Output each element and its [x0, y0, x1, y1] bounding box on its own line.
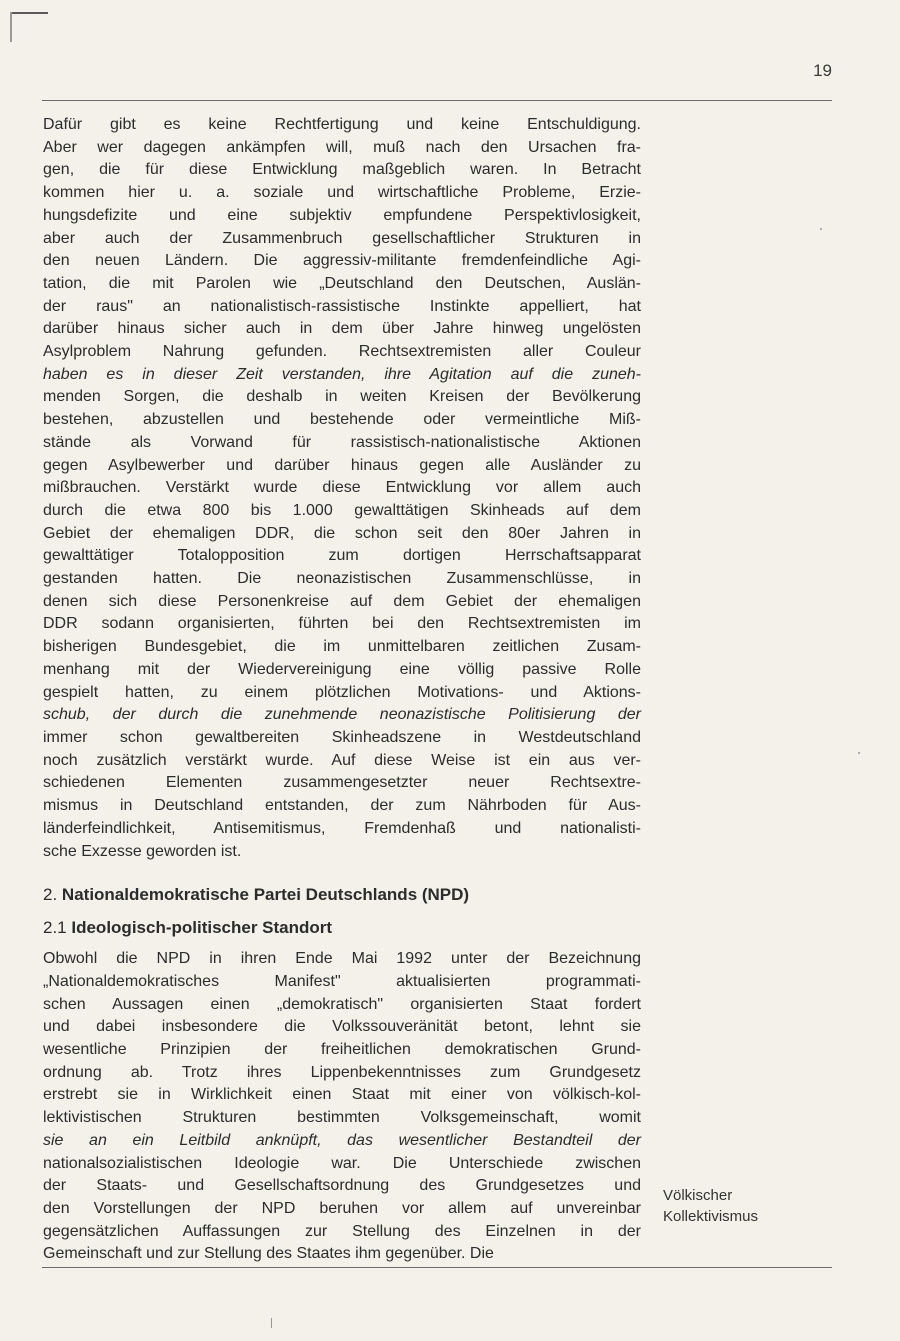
- crop-mark: [10, 12, 48, 14]
- text-line: Obwohl die NPD in ihren Ende Mai 1992 unter der Bezeichnung: [43, 950, 641, 968]
- text-line: Dafür gibt es keine Rechtfertigung und keine Entschuldigung.: [43, 116, 641, 133]
- text-line: und dabei insbesondere die Volkssouveränität betont, lehnt sie: [43, 1018, 641, 1036]
- text-line: bisherigen Bundesgebiet, die im unmittelbaren zeitlichen Zusam-: [43, 638, 641, 656]
- text-line: durch die etwa 800 bis 1.000 gewalttätigen Skinheads auf dem: [43, 501, 641, 519]
- text-line: DDR sodann organisierten, führten bei den Rechtsextremisten im: [43, 615, 641, 633]
- text-line: mißbrauchen. Verstärkt wurde diese Entwicklung vor allem auch: [43, 479, 641, 497]
- section-number: 2.: [43, 885, 58, 905]
- body-paragraph-2: [43, 948, 641, 1266]
- text-line: der raus" an nationalistisch-rassistische Instinkte appelliert, hat: [43, 297, 641, 315]
- text-line: Gemeinschaft und zur Stellung des Staates ihm gegenüber. Die: [43, 1245, 494, 1263]
- text-line: gewalttätiger Totalopposition zum dortigen Herrschaftsapparat: [43, 547, 641, 565]
- text-line: schiedenen Elementen zusammengesetzter neuer Rechtsextre-: [43, 774, 641, 792]
- subsection-heading-2-1: [43, 917, 641, 939]
- text-line: ordnung ab. Trotz ihres Lippenbekenntnisses zum Grundgesetz: [43, 1063, 641, 1081]
- text-line: Aber wer dagegen ankämpfen will, muß nach den Ursachen fra-: [43, 138, 641, 156]
- text-line: noch zusätzlich verstärkt wurde. Auf diese Weise ist ein aus ver-: [43, 751, 641, 769]
- section-heading-2: [43, 884, 641, 906]
- text-line: sche Exzesse geworden ist.: [43, 842, 242, 860]
- text-line: gestanden hatten. Die neonazistischen Zusammenschlüsse, in: [43, 570, 641, 588]
- text-line: aber auch der Zusammenbruch gesellschaftlicher Strukturen in: [43, 229, 641, 247]
- text-line: menden Sorgen, die deshalb in weiten Kreisen der Bevölkerung: [43, 388, 641, 406]
- text-line: nationalsozialistischen Ideologie war. Die Unterschiede zwischen: [43, 1154, 641, 1172]
- text-line: gegen Asylbewerber und darüber hinaus gegen alle Ausländer zu: [43, 456, 641, 474]
- text-line: den neuen Ländern. Die aggressiv-militante fremdenfeindliche Agi-: [43, 252, 641, 270]
- text-line: sie an ein Leitbild anknüpft, das wesentlicher Bestandteil der: [43, 1131, 641, 1149]
- subsection-title: Ideologisch-politischer Standort: [71, 918, 333, 938]
- text-line: „Nationaldemokratisches Manifest" aktualisierten programmati-: [43, 972, 641, 990]
- scan-speck: [858, 752, 860, 754]
- footer-rule: [42, 1267, 832, 1268]
- header-rule: [42, 100, 832, 101]
- text-line: schen Aussagen einen „demokratisch" organisierten Staat fordert: [43, 995, 641, 1013]
- text-line: bestehen, abzustellen und bestehende oder vermeintliche Miß-: [43, 411, 641, 429]
- text-line: gespielt hatten, zu einem plötzlichen Motivations- und Aktions-: [43, 683, 641, 701]
- subsection-number: 2.1: [43, 918, 67, 938]
- text-line: kommen hier u. a. soziale und wirtschaftliche Probleme, Erzie-: [43, 184, 641, 202]
- text-line: hungsdefizite und eine subjektiv empfundene Perspektivlosigkeit,: [43, 206, 641, 224]
- margin-note: [663, 1185, 758, 1227]
- text-line: Gebiet der ehemaligen DDR, die schon seit den 80er Jahren in: [43, 524, 641, 542]
- margin-note-line-2: Kollektivismus: [663, 1208, 759, 1225]
- body-paragraph-1: [43, 114, 641, 863]
- scan-speck: [820, 228, 822, 230]
- text-line: haben es in dieser Zeit verstanden, ihre Agitation auf die zuneh-: [43, 365, 641, 383]
- text-line: immer schon gewaltbereiten Skinheadszene in Westdeutschland: [43, 728, 641, 746]
- text-line: der Staats- und Gesellschaftsordnung des Grundgesetzes und: [43, 1177, 641, 1195]
- text-line: stände als Vorwand für rassistisch-nationalistische Aktionen: [43, 433, 641, 451]
- text-line: darüber hinaus sicher auch in dem über Jahre hinweg ungelösten: [43, 320, 641, 338]
- margin-note-line-1: Völkischer: [663, 1187, 733, 1204]
- scan-speck: [271, 1318, 272, 1328]
- text-line: den Vorstellungen der NPD beruhen vor allem auf unvereinbar: [43, 1199, 641, 1217]
- text-line: menhang mit der Wiedervereinigung eine völlig passive Rolle: [43, 660, 641, 678]
- text-line: gen, die für diese Entwicklung maßgeblich waren. In Betracht: [43, 161, 641, 179]
- text-line: Asylproblem Nahrung gefunden. Rechtsextremisten aller Couleur: [43, 343, 641, 361]
- text-line: gegensätzlichen Auffassungen zur Stellung des Einzelnen in der: [43, 1222, 641, 1240]
- text-line: denen sich diese Personenkreise auf dem Gebiet der ehemaligen: [43, 592, 641, 610]
- text-line: länderfeindlichkeit, Antisemitismus, Fremdenhaß und nationalisti-: [43, 819, 641, 837]
- crop-mark-vertical: [10, 12, 12, 42]
- section-title: Nationaldemokratische Partei Deutschlands (NPD): [61, 885, 470, 905]
- text-line: lektivistischen Strukturen bestimmten Volksgemeinschaft, womit: [43, 1109, 641, 1127]
- main-text-column: [43, 114, 641, 1266]
- text-line: mismus in Deutschland entstanden, der zum Nährboden für Aus-: [43, 797, 641, 815]
- text-line: tation, die mit Parolen wie „Deutschland den Deutschen, Auslän-: [43, 274, 641, 292]
- text-line: schub, der durch die zunehmende neonazistische Politisierung der: [43, 706, 641, 724]
- text-line: erstrebt sie in Wirklichkeit einen Staat mit einer von völkisch-kol-: [43, 1086, 641, 1104]
- page-number: 19: [813, 61, 832, 80]
- text-line: wesentliche Prinzipien der freiheitlichen demokratischen Grund-: [43, 1041, 641, 1059]
